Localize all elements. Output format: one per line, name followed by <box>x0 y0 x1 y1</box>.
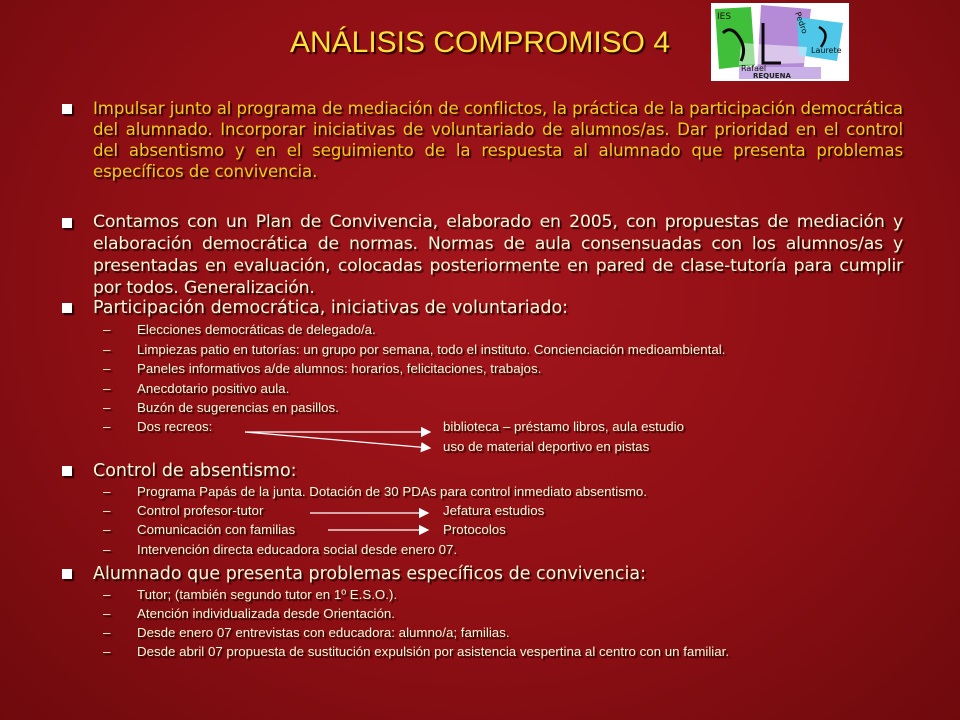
list-item: – Atención individualizada desde Orientación. <box>103 606 395 621</box>
list-item: – Elecciones democráticas de delegado/a. <box>103 322 376 337</box>
section-heading-participacion: Participación democrática, iniciativas de voluntariado: <box>93 298 569 318</box>
list-item: – Control profesor-tutor <box>103 503 264 518</box>
plan-convivencia-paragraph: Contamos con un Plan de Convivencia, elaborado en 2005, con propuestas de mediación y elaboración democrática de normas. Normas de aula consensuadas con los alumnos/as y presentadas en evaluación, colocadas posteriormente en pared de clase-tutoría para cumplir por todos. Generalización. <box>93 212 903 298</box>
list-item: – Paneles informativos a/de alumnos: horarios, felicitaciones, trabajos. <box>103 361 542 376</box>
list-item: – Comunicación con familias <box>103 522 296 537</box>
list-item: – Desde abril 07 propuesta de sustitución expulsión por asistencia vespertina al centro con un familiar. <box>103 644 730 659</box>
logo-text-rafael: Rafael <box>741 64 767 73</box>
list-item: – Programa Papás de la junta. Dotación de 30 PDAs para control inmediato absentismo. <box>103 484 648 499</box>
arrow-recreo-deportivo <box>245 432 430 448</box>
logo-text-pedro: Pedro <box>793 10 810 35</box>
list-item: – Tutor; (también segundo tutor en 1º E.S.O.). <box>103 587 398 602</box>
slide-title: ANÁLISIS COMPROMISO 4 <box>289 26 671 59</box>
list-item: – Desde enero 07 entrevistas con educadora: alumno/a; familias. <box>103 625 510 640</box>
logo-text-ies: IES <box>717 12 732 22</box>
target-protocolos: Protocolos <box>443 522 506 537</box>
recreo-target-biblioteca: biblioteca – préstamo libros, aula estudio <box>443 419 684 434</box>
list-item: – Limpiezas patio en tutorías: un grupo por semana, todo el instituto. Concienciación medioambiental. <box>103 342 726 357</box>
intro-paragraph: Impulsar junto al programa de mediación de conflictos, la práctica de la participación democrática del alumnado. Incorporar iniciativas de voluntariado de alumnos/as. Dar prioridad en el control del absentismo y en el seguimiento de la respuesta al alumnado que presenta problemas específicos de convivencia. <box>93 99 903 181</box>
logo-text-requena: REQUENA <box>753 72 791 80</box>
recreo-target-deportivo: uso de material deportivo en pistas <box>443 439 650 454</box>
list-item: – Anecdotario positivo aula. <box>103 381 290 396</box>
section-heading-alumnado: Alumnado que presenta problemas específicos de convivencia: <box>93 564 646 584</box>
list-item: – Intervención directa educadora social desde enero 07. <box>103 542 458 557</box>
list-item: – Dos recreos: <box>103 419 213 434</box>
section-heading-absentismo: Control de absentismo: <box>93 461 297 481</box>
list-item: – Buzón de sugerencias en pasillos. <box>103 400 339 415</box>
target-jefatura: Jefatura estudios <box>443 503 545 518</box>
logo-text-laurete: Laurete <box>811 46 842 55</box>
